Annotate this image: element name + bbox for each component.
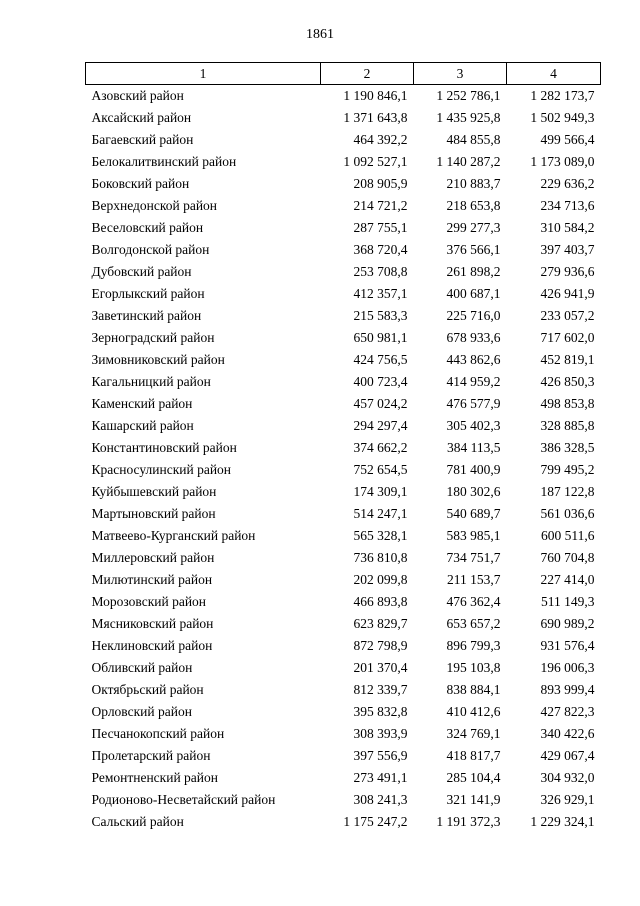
amount-cell-col-3: 414 959,2 bbox=[446, 374, 501, 389]
amount-cell-col-3: 443 862,6 bbox=[446, 352, 501, 367]
district-name-cell: Заветинский район bbox=[91, 308, 202, 323]
amount-cell-col-4: 427 822,3 bbox=[540, 704, 595, 719]
amount-cell-col-3: 540 689,7 bbox=[446, 506, 501, 521]
amount-cell-col-3: 384 113,5 bbox=[447, 440, 501, 455]
table-body bbox=[86, 85, 601, 834]
table-row bbox=[86, 437, 601, 459]
district-name-cell: Мартыновский район bbox=[91, 506, 216, 521]
amount-cell-col-4: 799 495,2 bbox=[540, 462, 595, 477]
district-name-cell: Пролетарский район bbox=[91, 748, 211, 763]
amount-cell-col-2: 253 708,8 bbox=[353, 264, 408, 279]
amount-cell-col-3: 225 716,0 bbox=[446, 308, 501, 323]
amount-cell-col-3: 324 769,1 bbox=[446, 726, 501, 741]
table-row bbox=[86, 481, 601, 503]
amount-cell-col-4: 234 713,6 bbox=[540, 198, 595, 213]
amount-cell-col-3: 1 140 287,2 bbox=[436, 154, 501, 169]
amount-cell-col-2: 208 905,9 bbox=[353, 176, 408, 191]
amount-cell-col-4: 600 511,6 bbox=[541, 528, 595, 543]
table-row bbox=[86, 85, 601, 108]
amount-cell-col-4: 561 036,6 bbox=[540, 506, 595, 521]
amount-cell-col-2: 650 981,1 bbox=[353, 330, 408, 345]
amount-cell-col-4: 499 566,4 bbox=[540, 132, 595, 147]
amount-cell-col-4: 386 328,5 bbox=[540, 440, 595, 455]
district-name-cell: Миллеровский район bbox=[91, 550, 215, 565]
district-name-cell: Сальский район bbox=[91, 814, 184, 829]
column-header-1: 1 bbox=[86, 63, 321, 85]
amount-cell-col-3: 583 985,1 bbox=[446, 528, 501, 543]
amount-cell-col-2: 457 024,2 bbox=[353, 396, 408, 411]
amount-cell-col-3: 1 252 786,1 bbox=[436, 88, 501, 103]
amount-cell-col-4: 498 853,8 bbox=[540, 396, 595, 411]
amount-cell-col-4: 196 006,3 bbox=[540, 660, 595, 675]
district-name-cell: Куйбышевский район bbox=[91, 484, 217, 499]
table-row bbox=[86, 657, 601, 679]
amount-cell-col-3: 211 153,7 bbox=[447, 572, 501, 587]
district-name-cell: Красносулинский район bbox=[91, 462, 232, 477]
table-row bbox=[86, 459, 601, 481]
amount-cell-col-3: 299 277,3 bbox=[446, 220, 501, 235]
amount-cell-col-3: 678 933,6 bbox=[446, 330, 501, 345]
table-row bbox=[86, 547, 601, 569]
amount-cell-col-4: 326 929,1 bbox=[540, 792, 595, 807]
table-row bbox=[86, 129, 601, 151]
district-name-cell: Милютинский район bbox=[91, 572, 213, 587]
amount-cell-col-3: 1 191 372,3 bbox=[436, 814, 501, 829]
column-header-2: 2 bbox=[321, 63, 414, 85]
amount-cell-col-3: 418 817,7 bbox=[446, 748, 501, 763]
amount-cell-col-2: 294 297,4 bbox=[353, 418, 408, 433]
amount-cell-col-3: 321 141,9 bbox=[446, 792, 501, 807]
amount-cell-col-2: 214 721,2 bbox=[353, 198, 408, 213]
amount-cell-col-2: 623 829,7 bbox=[353, 616, 408, 631]
amount-cell-col-2: 395 832,8 bbox=[353, 704, 408, 719]
amount-cell-col-3: 210 883,7 bbox=[446, 176, 501, 191]
amount-cell-col-2: 752 654,5 bbox=[353, 462, 408, 477]
table-row bbox=[86, 327, 601, 349]
amount-cell-col-3: 1 435 925,8 bbox=[436, 110, 501, 125]
budget-table bbox=[85, 62, 601, 833]
amount-cell-col-4: 1 502 949,3 bbox=[530, 110, 595, 125]
amount-cell-col-3: 653 657,2 bbox=[446, 616, 501, 631]
amount-cell-col-2: 368 720,4 bbox=[353, 242, 408, 257]
amount-cell-col-4: 511 149,3 bbox=[541, 594, 595, 609]
amount-cell-col-3: 838 884,1 bbox=[446, 682, 501, 697]
district-name-cell: Орловский район bbox=[91, 704, 192, 719]
table-row bbox=[86, 679, 601, 701]
district-name-cell: Аксайский район bbox=[91, 110, 192, 125]
amount-cell-col-2: 514 247,1 bbox=[353, 506, 408, 521]
amount-cell-col-4: 426 941,9 bbox=[540, 286, 595, 301]
district-name-cell: Багаевский район bbox=[91, 132, 194, 147]
amount-cell-col-2: 1 092 527,1 bbox=[343, 154, 408, 169]
amount-cell-col-2: 424 756,5 bbox=[353, 352, 408, 367]
table-row bbox=[86, 371, 601, 393]
amount-cell-col-4: 328 885,8 bbox=[540, 418, 595, 433]
table-row bbox=[86, 767, 601, 789]
amount-cell-col-4: 310 584,2 bbox=[540, 220, 595, 235]
amount-cell-col-3: 896 799,3 bbox=[446, 638, 501, 653]
amount-cell-col-4: 1 229 324,1 bbox=[530, 814, 595, 829]
district-name-cell: Кашарский район bbox=[91, 418, 194, 433]
amount-cell-col-3: 484 855,8 bbox=[446, 132, 501, 147]
amount-cell-col-2: 287 755,1 bbox=[353, 220, 408, 235]
table-header bbox=[86, 63, 601, 85]
amount-cell-col-3: 410 412,6 bbox=[446, 704, 501, 719]
table-row bbox=[86, 195, 601, 217]
amount-cell-col-4: 452 819,1 bbox=[540, 352, 595, 367]
district-name-cell: Каменский район bbox=[91, 396, 193, 411]
district-name-cell: Константиновский район bbox=[91, 440, 237, 455]
amount-cell-col-3: 376 566,1 bbox=[446, 242, 501, 257]
amount-cell-col-4: 429 067,4 bbox=[540, 748, 595, 763]
amount-cell-col-2: 872 798,9 bbox=[353, 638, 408, 653]
amount-cell-col-3: 781 400,9 bbox=[446, 462, 501, 477]
table-row bbox=[86, 261, 601, 283]
amount-cell-col-3: 218 653,8 bbox=[446, 198, 501, 213]
amount-cell-col-2: 1 175 247,2 bbox=[343, 814, 408, 829]
amount-cell-col-2: 201 370,4 bbox=[353, 660, 408, 675]
district-name-cell: Обливский район bbox=[91, 660, 193, 675]
amount-cell-col-2: 202 099,8 bbox=[353, 572, 408, 587]
amount-cell-col-3: 400 687,1 bbox=[446, 286, 501, 301]
district-name-cell: Зерноградский район bbox=[91, 330, 215, 345]
table-row bbox=[86, 635, 601, 657]
amount-cell-col-4: 279 936,6 bbox=[540, 264, 595, 279]
amount-cell-col-2: 466 893,8 bbox=[353, 594, 408, 609]
district-name-cell: Матвеево-Курганский район bbox=[91, 528, 256, 543]
district-name-cell: Кагальницкий район bbox=[91, 374, 211, 389]
amount-cell-col-4: 690 989,2 bbox=[540, 616, 595, 631]
amount-cell-col-3: 734 751,7 bbox=[446, 550, 501, 565]
district-name-cell: Мясниковский район bbox=[91, 616, 214, 631]
district-name-cell: Песчанокопский район bbox=[91, 726, 225, 741]
district-name-cell: Дубовский район bbox=[91, 264, 192, 279]
table-row bbox=[86, 789, 601, 811]
district-name-cell: Ремонтненский район bbox=[91, 770, 218, 785]
amount-cell-col-4: 233 057,2 bbox=[540, 308, 595, 323]
amount-cell-col-4: 304 932,0 bbox=[540, 770, 595, 785]
amount-cell-col-2: 400 723,4 bbox=[353, 374, 408, 389]
amount-cell-col-4: 227 414,0 bbox=[540, 572, 595, 587]
district-name-cell: Морозовский район bbox=[91, 594, 207, 609]
amount-cell-col-3: 285 104,4 bbox=[446, 770, 501, 785]
amount-cell-col-4: 893 999,4 bbox=[540, 682, 595, 697]
table-row bbox=[86, 173, 601, 195]
amount-cell-col-4: 1 282 173,7 bbox=[530, 88, 595, 103]
amount-cell-col-3: 261 898,2 bbox=[446, 264, 501, 279]
amount-cell-col-4: 397 403,7 bbox=[540, 242, 595, 257]
amount-cell-col-3: 180 302,6 bbox=[446, 484, 501, 499]
amount-cell-col-2: 215 583,3 bbox=[353, 308, 408, 323]
amount-cell-col-2: 736 810,8 bbox=[353, 550, 408, 565]
amount-cell-col-3: 476 362,4 bbox=[446, 594, 501, 609]
district-name-cell: Азовский район bbox=[91, 88, 184, 103]
amount-cell-col-2: 308 241,3 bbox=[353, 792, 408, 807]
amount-cell-col-3: 195 103,8 bbox=[446, 660, 501, 675]
amount-cell-col-3: 476 577,9 bbox=[446, 396, 501, 411]
amount-cell-col-2: 812 339,7 bbox=[353, 682, 408, 697]
amount-cell-col-4: 426 850,3 bbox=[540, 374, 595, 389]
amount-cell-col-2: 412 357,1 bbox=[353, 286, 408, 301]
amount-cell-col-2: 374 662,2 bbox=[353, 440, 408, 455]
district-name-cell: Волгодонской район bbox=[91, 242, 210, 257]
table-row bbox=[86, 525, 601, 547]
amount-cell-col-2: 174 309,1 bbox=[353, 484, 408, 499]
table-row bbox=[86, 151, 601, 173]
amount-cell-col-2: 565 328,1 bbox=[353, 528, 408, 543]
table-row bbox=[86, 349, 601, 371]
district-name-cell: Белокалитвинский район bbox=[91, 154, 237, 169]
district-name-cell: Зимовниковский район bbox=[91, 352, 225, 367]
district-name-cell: Родионово-Несветайский район bbox=[91, 792, 276, 807]
amount-cell-col-4: 1 173 089,0 bbox=[530, 154, 595, 169]
header-row bbox=[86, 63, 601, 85]
district-name-cell: Неклиновский район bbox=[91, 638, 213, 653]
table-row bbox=[86, 107, 601, 129]
table-row bbox=[86, 217, 601, 239]
district-name-cell: Егорлыкский район bbox=[91, 286, 205, 301]
amount-cell-col-4: 760 704,8 bbox=[540, 550, 595, 565]
amount-cell-col-4: 931 576,4 bbox=[540, 638, 595, 653]
table-row bbox=[86, 591, 601, 613]
table-row bbox=[86, 239, 601, 261]
amount-cell-col-2: 464 392,2 bbox=[353, 132, 408, 147]
amount-cell-col-2: 397 556,9 bbox=[353, 748, 408, 763]
district-name-cell: Верхнедонской район bbox=[91, 198, 218, 213]
table-row bbox=[86, 701, 601, 723]
table-row bbox=[86, 393, 601, 415]
table-row bbox=[86, 305, 601, 327]
district-name-cell: Веселовский район bbox=[91, 220, 204, 235]
table-row bbox=[86, 569, 601, 591]
amount-cell-col-4: 229 636,2 bbox=[540, 176, 595, 191]
amount-cell-col-4: 187 122,8 bbox=[540, 484, 595, 499]
table-row bbox=[86, 811, 601, 833]
district-name-cell: Боковский район bbox=[91, 176, 190, 191]
page-number: 1861 bbox=[306, 27, 334, 42]
amount-cell-col-2: 308 393,9 bbox=[353, 726, 408, 741]
table-row bbox=[86, 415, 601, 437]
amount-cell-col-3: 305 402,3 bbox=[446, 418, 501, 433]
table-row bbox=[86, 613, 601, 635]
table-row bbox=[86, 745, 601, 767]
amount-cell-col-2: 1 190 846,1 bbox=[343, 88, 408, 103]
table-row bbox=[86, 503, 601, 525]
amount-cell-col-2: 273 491,1 bbox=[353, 770, 408, 785]
table-row bbox=[86, 283, 601, 305]
amount-cell-col-2: 1 371 643,8 bbox=[343, 110, 408, 125]
district-name-cell: Октябрьский район bbox=[91, 682, 204, 697]
column-header-3: 3 bbox=[414, 63, 507, 85]
amount-cell-col-4: 340 422,6 bbox=[540, 726, 595, 741]
table-row bbox=[86, 723, 601, 745]
amount-cell-col-4: 717 602,0 bbox=[540, 330, 595, 345]
column-header-4: 4 bbox=[507, 63, 601, 85]
